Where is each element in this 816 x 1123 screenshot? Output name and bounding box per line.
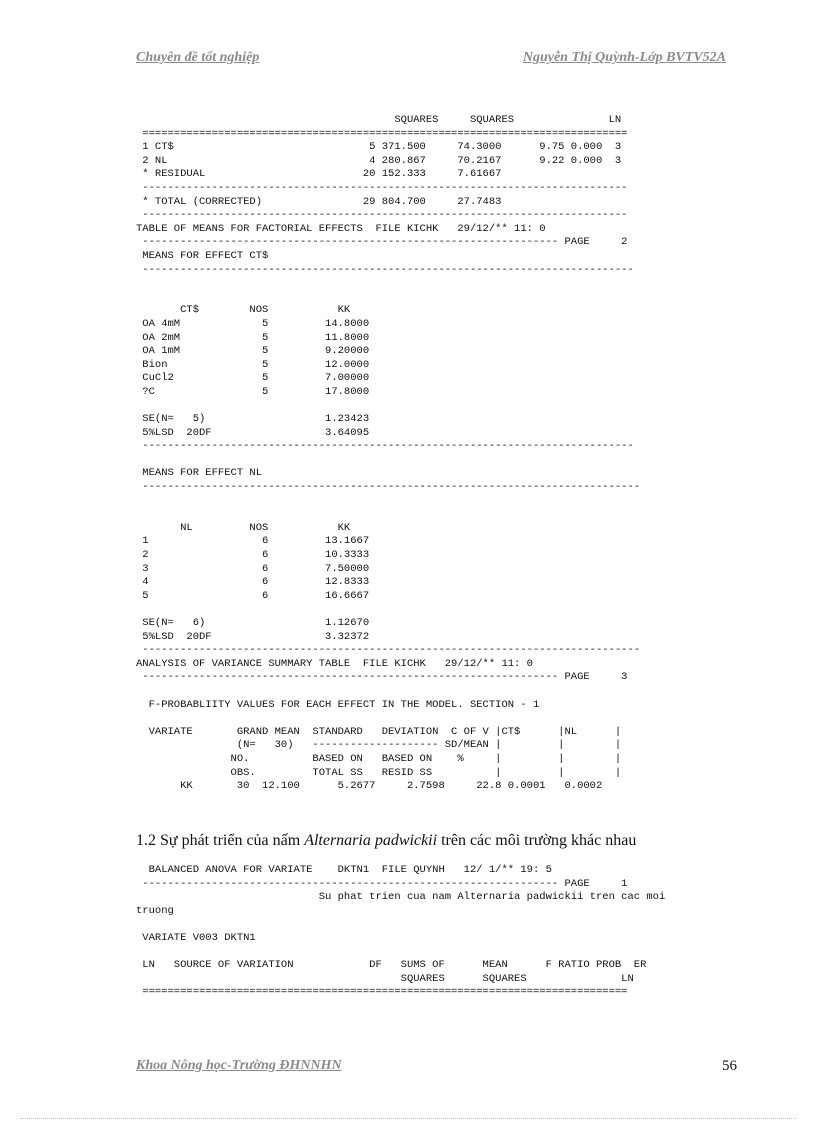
output-line: 5%LSD 20DF 3.64095 <box>136 426 370 439</box>
output-line: CT$ NOS KK <box>136 304 351 317</box>
output-line: OBS. TOTAL SS RESID SS | | | <box>136 766 622 779</box>
output-line <box>136 712 640 726</box>
output-line: ----------------------------------------------------------------------------- <box>136 209 628 222</box>
output-line: MEANS FOR EFFECT CT$ <box>136 249 269 262</box>
output-line: SE(N= 5) 1.23423 <box>136 413 370 426</box>
output-line: ============================================================================= <box>136 127 628 140</box>
output-line: KK 30 12.100 5.2677 2.7598 22.8 0.0001 0.0002 <box>136 780 603 793</box>
output-line: ------------------------------------------------------------------ PAGE 1 <box>136 877 628 890</box>
output-line: MEANS FOR EFFECT NL <box>136 467 263 480</box>
output-line: 1 6 13.1667 <box>136 535 370 548</box>
output-line: OA 4mM 5 14.8000 <box>136 317 370 330</box>
output-line <box>136 603 640 617</box>
page-number: 56 <box>722 1058 737 1074</box>
output-line <box>136 685 640 699</box>
section-title-prefix: 1.2 Sự phát triển của nấm <box>136 832 305 849</box>
output-line: VARIATE GRAND MEAN STANDARD DEVIATION C OF V |CT$ |NL | <box>136 725 622 738</box>
output-line: NO. BASED ON BASED ON % | | | <box>136 752 622 765</box>
header-left-title: Chuyên đề tốt nghiệp <box>136 50 260 65</box>
output-line: ------------------------------------------------------------------ PAGE 3 <box>136 671 628 684</box>
output-line: ------------------------------------------------------------------------------- <box>136 481 641 494</box>
output-line: 3 6 7.50000 <box>136 562 370 575</box>
output-line: OA 1mM 5 9.20000 <box>136 345 370 358</box>
output-line: 5 6 16.6667 <box>136 589 370 602</box>
output-line: F-PROBABLIITY VALUES FOR EACH EFFECT IN THE MODEL. SECTION - 1 <box>136 698 540 711</box>
section-title-species: Alternaria padwickii <box>304 832 438 849</box>
output-line: OA 2mM 5 11.8000 <box>136 331 370 344</box>
output-line: ?C 5 17.8000 <box>136 385 370 398</box>
output-line: BALANCED ANOVA FOR VARIATE DKTN1 FILE QUYNH 12/ 1/** 19: 5 <box>136 864 552 876</box>
output-line: SQUARES SQUARES LN <box>136 972 634 985</box>
output-line: ------------------------------------------------------------------ PAGE 2 <box>136 236 628 249</box>
output-line: LN SOURCE OF VARIATION DF SUMS OF MEAN F RATIO PROB ER <box>136 959 647 972</box>
output-line <box>136 495 640 509</box>
output-line <box>136 508 640 522</box>
header-right-author: Nguyễn Thị Quỳnh-Lớp BVTV52A <box>522 50 726 65</box>
output-line: SE(N= 6) 1.12670 <box>136 616 370 629</box>
output-line: ============================================================================= <box>136 986 628 999</box>
output-line <box>136 918 665 932</box>
output-line: truong <box>136 904 174 917</box>
output-line <box>136 946 665 960</box>
output-line: * TOTAL (CORRECTED) 29 804.700 27.7483 <box>136 195 502 208</box>
output-line: VARIATE V003 DKTN1 <box>136 931 256 944</box>
footer-faculty: Khoa Nông học-Trường ĐHNNHN <box>136 1058 342 1073</box>
output-line: NL NOS KK <box>136 521 351 534</box>
output-line: ----------------------------------------------------------------------------- <box>136 181 628 194</box>
output-line <box>136 277 640 291</box>
output-line <box>136 454 640 468</box>
output-line: TABLE OF MEANS FOR FACTORIAL EFFECTS FILE KICHK 29/12/** 11: 0 <box>136 222 546 235</box>
output-line: 4 6 12.8333 <box>136 576 370 589</box>
output-line: CuCl2 5 7.00000 <box>136 372 370 385</box>
anova-output-block-2 <box>136 864 665 1000</box>
output-line <box>136 291 640 305</box>
output-line: 1 CT$ 5 371.500 74.3000 9.75 0.000 3 <box>136 141 622 154</box>
output-line: 5%LSD 20DF 3.32372 <box>136 630 370 643</box>
output-line: (N= 30) -------------------- SD/MEAN | | | <box>136 739 622 752</box>
output-line: ------------------------------------------------------------------------------- <box>136 644 641 657</box>
output-line: SQUARES SQUARES LN <box>136 114 622 126</box>
page-bottom-rule <box>20 1118 796 1119</box>
output-line: Su phat trien cua nam Alternaria padwickii tren cac moi <box>136 891 666 904</box>
section-title-suffix: trên các môi trường khác nhau <box>437 832 637 849</box>
output-line: Bion 5 12.0000 <box>136 358 370 371</box>
output-line: * RESIDUAL 20 152.333 7.61667 <box>136 168 502 181</box>
anova-output-block-1 <box>136 114 640 794</box>
output-line: 2 6 10.3333 <box>136 549 370 561</box>
output-line: 2 NL 4 280.867 70.2167 9.22 0.000 3 <box>136 154 622 167</box>
output-line <box>136 399 640 413</box>
section-title <box>136 832 636 850</box>
output-line: ANALYSIS OF VARIANCE SUMMARY TABLE FILE KICHK 29/12/** 11: 0 <box>136 657 533 670</box>
output-line: ------------------------------------------------------------------------------ <box>136 263 634 276</box>
output-line: ------------------------------------------------------------------------------ <box>136 440 634 453</box>
